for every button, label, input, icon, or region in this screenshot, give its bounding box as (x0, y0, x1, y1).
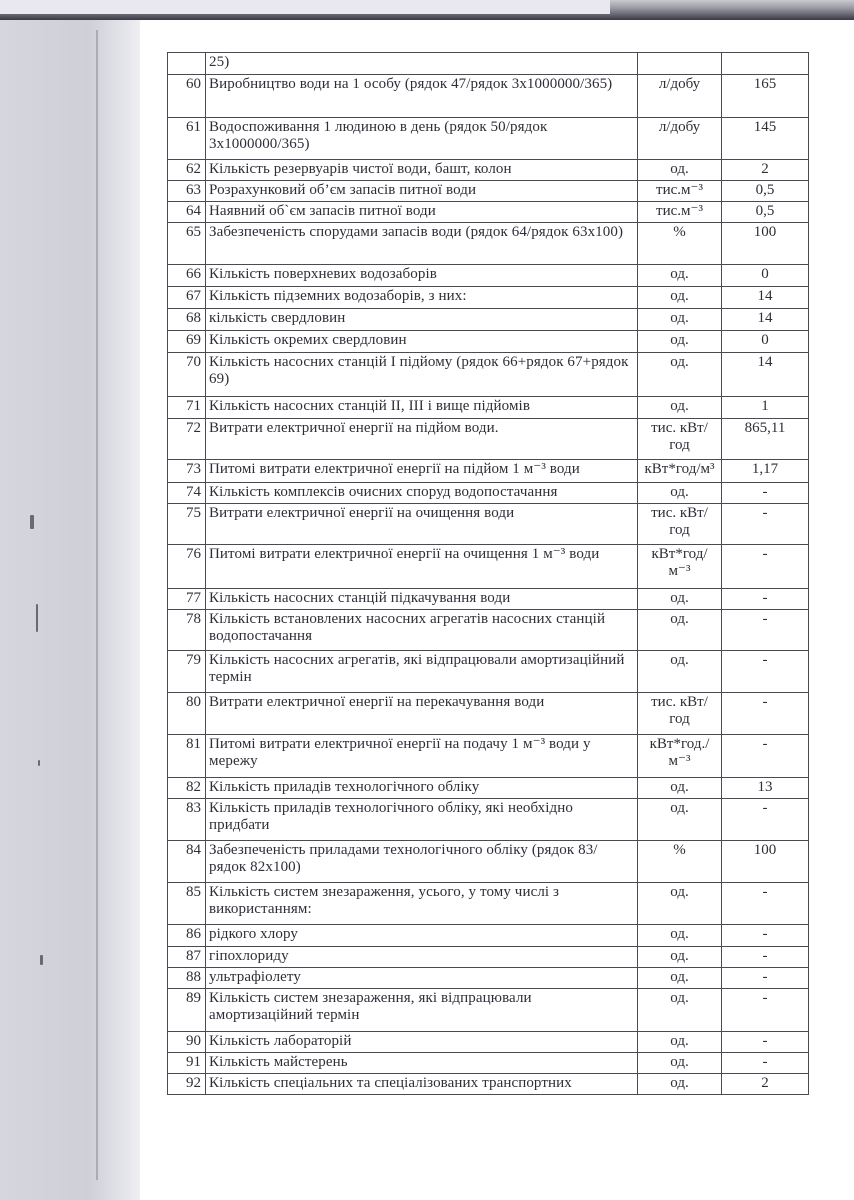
indicator-value: 0,5 (722, 202, 809, 223)
unit-of-measure: од. (638, 778, 722, 799)
indicator-value: 145 (722, 118, 809, 160)
indicator-description: Кількість приладів технологічного обліку, які необхідно придбати (206, 799, 638, 841)
unit-of-measure: од. (638, 1074, 722, 1095)
indicator-value: - (722, 545, 809, 589)
unit-of-measure: од. (638, 287, 722, 309)
unit-of-measure: од. (638, 610, 722, 651)
indicator-description: Наявний об`єм запасів питної води (206, 202, 638, 223)
indicator-description: Питомі витрати електричної енергії на подачу 1 м⁻³ води у мережу (206, 735, 638, 778)
unit-of-measure: од. (638, 925, 722, 947)
indicator-description: Забезпеченість приладами технологічного обліку (рядок 83/рядок 82х100) (206, 841, 638, 883)
indicator-description: гіпохлориду (206, 947, 638, 968)
row-number: 82 (168, 778, 206, 799)
indicator-value: 165 (722, 75, 809, 118)
row-number: 85 (168, 883, 206, 925)
table-row (168, 589, 809, 610)
indicator-description: Виробництво води на 1 особу (рядок 47/рядок 3х1000000/365) (206, 75, 638, 118)
unit-of-measure: од. (638, 265, 722, 287)
table-row (168, 265, 809, 287)
row-number: 80 (168, 693, 206, 735)
unit-of-measure: од. (638, 989, 722, 1032)
unit-of-measure: од. (638, 1032, 722, 1053)
unit-of-measure: од. (638, 968, 722, 989)
indicator-description: Кількість насосних станцій ІІ, ІІІ і вище підйомів (206, 397, 638, 419)
row-number (168, 53, 206, 75)
row-number: 67 (168, 287, 206, 309)
scan-speck (38, 760, 40, 766)
indicator-value: - (722, 589, 809, 610)
unit-of-measure: тис.м⁻³ (638, 181, 722, 202)
indicator-value: - (722, 1032, 809, 1053)
scan-top-edge-light (0, 0, 610, 14)
indicator-description: Кількість систем знезараження, які відпрацювали амортизаційний термін (206, 989, 638, 1032)
unit-of-measure: од. (638, 799, 722, 841)
unit-of-measure: од. (638, 397, 722, 419)
table-row (168, 1074, 809, 1095)
row-number: 88 (168, 968, 206, 989)
indicator-description: Кількість підземних водозаборів, з них: (206, 287, 638, 309)
indicator-value: - (722, 883, 809, 925)
row-number: 75 (168, 504, 206, 545)
indicator-value: - (722, 483, 809, 504)
indicator-description: Кількість лабораторій (206, 1032, 638, 1053)
row-number: 70 (168, 353, 206, 397)
indicator-value: - (722, 947, 809, 968)
indicator-value: - (722, 610, 809, 651)
table-row (168, 504, 809, 545)
table-row (168, 118, 809, 160)
indicator-description: Розрахунковий об’єм запасів питної води (206, 181, 638, 202)
table-row (168, 309, 809, 331)
row-number: 61 (168, 118, 206, 160)
indicator-description: Питомі витрати електричної енергії на очищення 1 м⁻³ води (206, 545, 638, 589)
row-number: 81 (168, 735, 206, 778)
row-number: 83 (168, 799, 206, 841)
table-row (168, 947, 809, 968)
indicator-value: 1,17 (722, 460, 809, 483)
indicator-description: Кількість насосних станцій І підйому (рядок 66+рядок 67+рядок 69) (206, 353, 638, 397)
row-number: 72 (168, 419, 206, 460)
unit-of-measure: од. (638, 651, 722, 693)
indicator-description: Кількість поверхневих водозаборів (206, 265, 638, 287)
table-row (168, 883, 809, 925)
indicator-description: Кількість резервуарів чистої води, башт, колон (206, 160, 638, 181)
indicator-value: 14 (722, 309, 809, 331)
table-row (168, 778, 809, 799)
row-number: 87 (168, 947, 206, 968)
row-number: 66 (168, 265, 206, 287)
row-number: 73 (168, 460, 206, 483)
table-row (168, 545, 809, 589)
table-row (168, 483, 809, 504)
indicator-description: Кількість приладів технологічного обліку (206, 778, 638, 799)
indicator-description: Питомі витрати електричної енергії на підйом 1 м⁻³ води (206, 460, 638, 483)
table-row (168, 1053, 809, 1074)
table-row (168, 799, 809, 841)
table-row (168, 75, 809, 118)
row-number: 76 (168, 545, 206, 589)
row-number: 64 (168, 202, 206, 223)
unit-of-measure: од. (638, 947, 722, 968)
indicator-description: Кількість встановлених насосних агрегатів насосних станцій водопостачання (206, 610, 638, 651)
unit-of-measure: л/добу (638, 118, 722, 160)
indicator-description: Витрати електричної енергії на підйом води. (206, 419, 638, 460)
indicator-value: 865,11 (722, 419, 809, 460)
unit-of-measure: тис. кВт/год (638, 504, 722, 545)
indicator-value: 0 (722, 265, 809, 287)
table-row (168, 353, 809, 397)
table-row (168, 223, 809, 265)
row-number: 91 (168, 1053, 206, 1074)
unit-of-measure: кВт*год/м⁻³ (638, 545, 722, 589)
row-number: 63 (168, 181, 206, 202)
indicator-description: Кількість насосних агрегатів, які відпрацювали амортизаційний термін (206, 651, 638, 693)
unit-of-measure: тис. кВт/год (638, 693, 722, 735)
table-row (168, 735, 809, 778)
row-number: 71 (168, 397, 206, 419)
indicator-description: рідкого хлору (206, 925, 638, 947)
table-row (168, 287, 809, 309)
table-row (168, 693, 809, 735)
indicator-description: ультрафіолету (206, 968, 638, 989)
row-number: 90 (168, 1032, 206, 1053)
indicator-description: Водоспоживання 1 людиною в день (рядок 50/рядок 3х1000000/365) (206, 118, 638, 160)
indicator-value: - (722, 651, 809, 693)
table-row (168, 1032, 809, 1053)
row-number: 86 (168, 925, 206, 947)
table-row (168, 925, 809, 947)
scan-left-margin-shadow (0, 0, 160, 1200)
scan-speck (36, 604, 38, 632)
row-number: 68 (168, 309, 206, 331)
scan-speck (30, 515, 34, 529)
indicator-value: 0,5 (722, 181, 809, 202)
row-number: 92 (168, 1074, 206, 1095)
unit-of-measure: % (638, 841, 722, 883)
indicator-value: 14 (722, 287, 809, 309)
table-row (168, 181, 809, 202)
unit-of-measure: од. (638, 353, 722, 397)
indicator-description: Кількість систем знезараження, усього, у тому числі з використанням: (206, 883, 638, 925)
indicator-description: Кількість спеціальних та спеціалізованих транспортних (206, 1074, 638, 1095)
indicator-description: кількість свердловин (206, 309, 638, 331)
indicator-value: 2 (722, 160, 809, 181)
indicator-value: 100 (722, 841, 809, 883)
unit-of-measure: кВт*год/м³ (638, 460, 722, 483)
indicator-value: - (722, 925, 809, 947)
table-row (168, 651, 809, 693)
row-number: 69 (168, 331, 206, 353)
indicator-description: Забезпеченість спорудами запасів води (рядок 64/рядок 63х100) (206, 223, 638, 265)
indicator-value: - (722, 989, 809, 1032)
table-row (168, 160, 809, 181)
unit-of-measure: тис.м⁻³ (638, 202, 722, 223)
unit-of-measure: тис. кВт/год (638, 419, 722, 460)
table-row (168, 419, 809, 460)
indicator-description: Кількість майстерень (206, 1053, 638, 1074)
scan-binding-line (96, 30, 98, 1180)
indicator-value: - (722, 693, 809, 735)
indicator-value: - (722, 735, 809, 778)
table-row (168, 610, 809, 651)
indicator-value: - (722, 968, 809, 989)
unit-of-measure: од. (638, 883, 722, 925)
indicator-description: Кількість комплексів очисних споруд водопостачання (206, 483, 638, 504)
table-row (168, 202, 809, 223)
indicator-value (722, 53, 809, 75)
table-row (168, 841, 809, 883)
water-supply-indicators-table (167, 52, 809, 1095)
indicator-value: 100 (722, 223, 809, 265)
table-row (168, 968, 809, 989)
unit-of-measure: од. (638, 1053, 722, 1074)
row-number: 60 (168, 75, 206, 118)
row-number: 62 (168, 160, 206, 181)
scan-speck (40, 955, 43, 965)
indicator-value: 0 (722, 331, 809, 353)
table-row (168, 53, 809, 75)
row-number: 74 (168, 483, 206, 504)
unit-of-measure: л/добу (638, 75, 722, 118)
indicator-value: 1 (722, 397, 809, 419)
unit-of-measure: % (638, 223, 722, 265)
indicator-value: 14 (722, 353, 809, 397)
indicator-description: Витрати електричної енергії на перекачування води (206, 693, 638, 735)
indicator-description: Кількість окремих свердловин (206, 331, 638, 353)
indicator-value: - (722, 799, 809, 841)
table-row (168, 460, 809, 483)
table-row (168, 397, 809, 419)
row-number: 78 (168, 610, 206, 651)
indicator-description: 25) (206, 53, 638, 75)
unit-of-measure: од. (638, 331, 722, 353)
row-number: 65 (168, 223, 206, 265)
indicator-description: Кількість насосних станцій підкачування води (206, 589, 638, 610)
unit-of-measure: кВт*год./м⁻³ (638, 735, 722, 778)
table-row (168, 331, 809, 353)
indicator-value: 13 (722, 778, 809, 799)
indicator-value: - (722, 1053, 809, 1074)
row-number: 79 (168, 651, 206, 693)
unit-of-measure: од. (638, 160, 722, 181)
indicator-description: Витрати електричної енергії на очищення води (206, 504, 638, 545)
row-number: 77 (168, 589, 206, 610)
unit-of-measure: од. (638, 309, 722, 331)
unit-of-measure (638, 53, 722, 75)
unit-of-measure: од. (638, 589, 722, 610)
indicator-value: 2 (722, 1074, 809, 1095)
unit-of-measure: од. (638, 483, 722, 504)
indicator-value: - (722, 504, 809, 545)
row-number: 84 (168, 841, 206, 883)
table-row (168, 989, 809, 1032)
row-number: 89 (168, 989, 206, 1032)
